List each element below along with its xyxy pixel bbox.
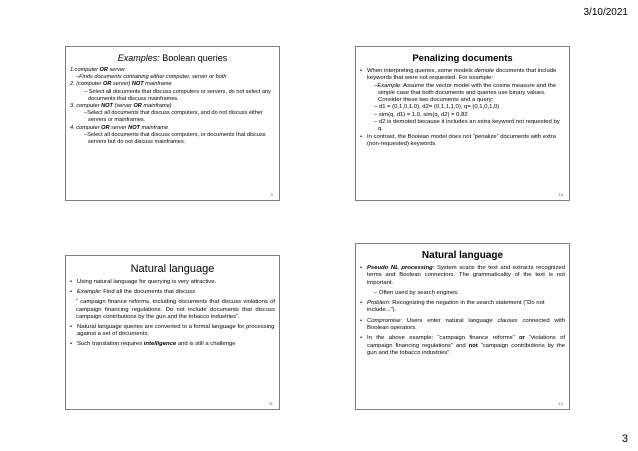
query-2: 2. (computer OR server) NOT mainframe (70, 81, 172, 88)
bullet-boolean: • In contrast, the Boolean model does not “penalize” documents with extra (non-requested) keywords (360, 134, 565, 149)
slide-number: 9 (270, 192, 273, 197)
query-3: 3. computer NOT (server OR mainframe) (70, 103, 172, 110)
bullet-problem: • Problem: Recognizing the negation in the search statement (“Do not include...”). (360, 300, 565, 315)
slide-penalizing-documents (355, 46, 570, 201)
demote-line: – d2 is demoted because it includes an extra keyword not requested by q. (374, 119, 560, 133)
slide-title (70, 53, 275, 63)
slide-body (356, 68, 569, 148)
slide-boolean-queries (65, 46, 280, 201)
slide-natural-language-1 (65, 255, 280, 410)
slide-body (66, 279, 279, 349)
bullet-example: • Example: Find all the documents that discuss (70, 289, 275, 296)
query-4-desc: –Select all documents that discuss computers, or documents that discuss servers but do not discuss mainframes. (84, 131, 266, 146)
sim-line: – sim(q, d1) = 1.0, sim(q, d2) = 0.82 (374, 111, 468, 118)
page-date: 3/10/2021 (583, 7, 628, 18)
vector-line: – d1 = (0,1,0,1,0), d2= (0,1,1,1,0), q= (0,1,0,1,0) (374, 104, 500, 111)
slide-body (66, 67, 279, 146)
slide-title: Natural language (421, 250, 504, 261)
page-number: 3 (621, 433, 628, 445)
slide-natural-language-2 (355, 243, 570, 410)
search-engines-line: – Often used by search engines. (374, 289, 459, 296)
bullet-converted: • Natural language queries are converted to a formal language for processing against a set of documents. (70, 324, 275, 338)
slide-title: Natural language (130, 263, 215, 275)
example-text: –Example: Assume the vector model with the cosine measure and the simple case that both documents and queries use binary values. Consider these two documents and a query: (374, 82, 557, 104)
slide-number: 11 (268, 401, 273, 406)
example-quote: “ campaign finance reforms, including documents that discuss violations of campaign financing regulations. Do not include documents that discuss campaign contributions by the gun and the tobacco industries”. (76, 299, 275, 320)
query-3-desc: –Select all documents that discuss computers, and do not discuss either servers or mainframes. (84, 110, 263, 124)
query-2-desc: – Select all documents that discuss computers or servers, do not select any documents that discuss mainframes. (84, 88, 271, 102)
bullet-attractive: • Using natural language for querying is very attractive. (70, 279, 275, 286)
slide-title: Penalizing documents (412, 53, 513, 64)
bullet-intelligence: • Such translation requires intelligence and is still a challenge (70, 341, 275, 348)
slide-body (356, 265, 569, 357)
query-1-desc: –Finds documents containing either computer, server or both (76, 74, 227, 81)
bullet-compromise: • Compromise: Users enter natural language clauses connected with Boolean operators. (360, 318, 565, 333)
bullet-above-example: • In the above example: “campaign finance reforms” or “violations of campaign financing regulations” and not “campaign contributions by the gun and the tobacco industries”. (360, 335, 565, 357)
bullet-demote: • When interpreting queries, some models demote documents that include keywords that were not requested. For example: (360, 68, 565, 83)
bullet-pseudo-nl: • Pseudo NL processing: System scans the text and extracts recognized terms and Boolean connectors. The grammaticality of the text is not important. (360, 265, 565, 287)
slide-number: 12 (558, 401, 563, 406)
title-prefix: Examples: (117, 53, 160, 63)
slide-number: 10 (558, 192, 563, 197)
title-main: Boolean queries (162, 53, 228, 63)
query-1: 1.computer OR server (70, 67, 126, 73)
query-4: 4. computer OR server NOT mainframe (70, 124, 168, 131)
